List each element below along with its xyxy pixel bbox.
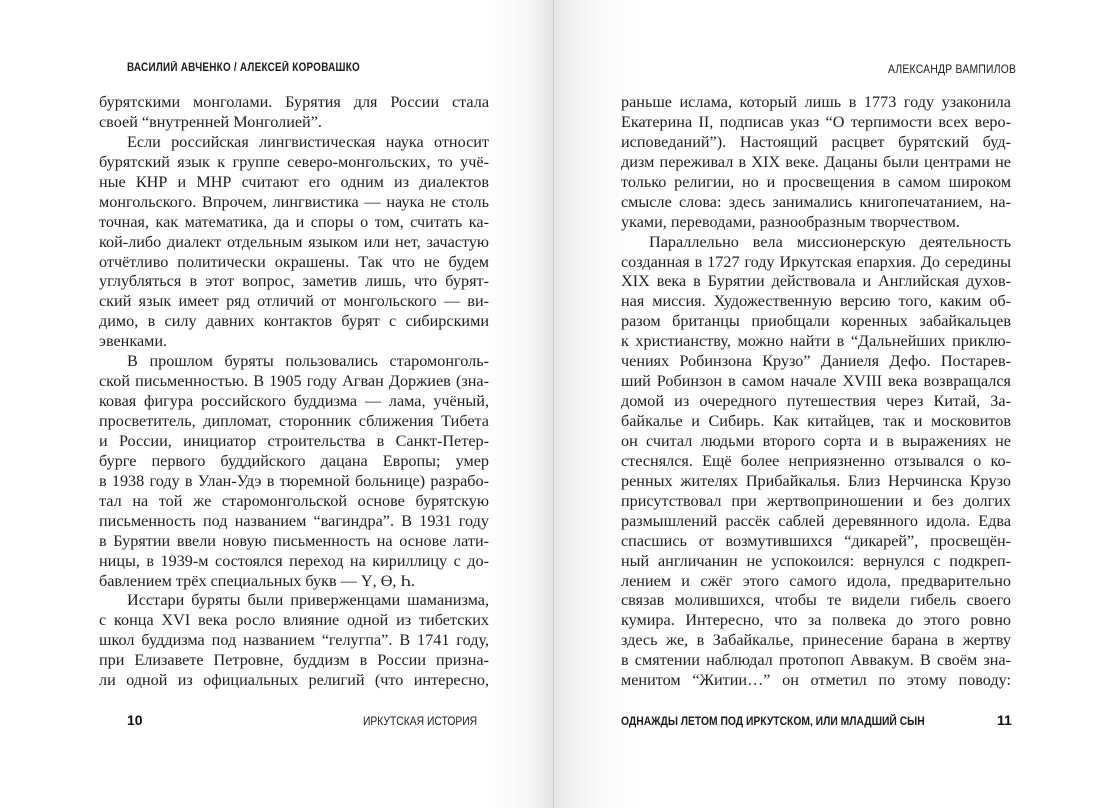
left-footer-title: ИРКУТСКАЯ ИСТОРИЯ — [363, 714, 478, 728]
text-line: только религии, но и просвещения в самом широком — [621, 172, 1011, 191]
text-line: размышлений рассёк саблей деревянного идола. Едва — [621, 511, 1011, 530]
text-line: бурятскими монголами. Бурятия для России стала — [99, 93, 489, 111]
text-line: школ буддизма под названием “гелугпа”. В 1741 году, — [99, 631, 489, 650]
text-line: точная, как математика, да и споры о том, считать ка- — [99, 212, 489, 231]
text-line: ный англичанин не успокоился: вернулся с подкреп- — [621, 551, 1011, 570]
text-line: спасшись от возмутившихся “дикарей”, просвещён- — [621, 531, 1011, 550]
right-running-head: АЛЕКСАНДР ВАМПИЛОВ — [888, 62, 1017, 76]
text-line: байкалье и Сибирь. Как китайцев, так и московитов — [621, 412, 1011, 430]
text-line: бурятский язык к группе северо-монгольских, то учё- — [99, 152, 489, 171]
text-line: здесь же, в Забайкалье, принесение барана в жертву — [621, 631, 1011, 650]
text-line: смысле слова: здесь занимались книгопечатанием, на- — [621, 192, 1011, 211]
text-line: кой-либо диалект отдельным языком или нет, зачастую — [99, 232, 489, 251]
text-line: лением и сжёг этого самого идола, предварительно — [621, 571, 1011, 590]
text-line: связав молившихся, чтобы те видели гибель своего — [621, 591, 1011, 610]
text-line: к христианству, можно найти в “Дальнейших приклю- — [621, 332, 1011, 351]
right-body-text — [621, 93, 1011, 691]
text-line: уками, переводами, разнообразным творчеством. — [621, 212, 960, 231]
text-line: чениях Робинзона Крузо” Даниеля Дефо. Постарев- — [621, 352, 1011, 371]
text-line: монгольского. Впрочем, лингвистика — наука не столь — [99, 192, 489, 211]
text-line: при Елизавете Петровне, буддизм в России призна- — [99, 651, 489, 670]
text-line: исповеданий”). Настоящий расцвет бурятский буд- — [621, 132, 1011, 151]
text-line: в 1938 году в Улан-Удэ в тюремной больнице) разрабо- — [99, 471, 489, 490]
text-line: присутствовал при жертвоприношении и без долгих — [621, 491, 1011, 510]
text-line: ской письменностью. В 1905 году Агван Доржиев (зна- — [99, 372, 489, 391]
text-line: ли одной из официальных религий (что интересно, — [99, 671, 489, 690]
text-line: бурге первого буддийского дацана Европы; умер — [99, 451, 489, 470]
text-line: ковая фигура российского буддизма — лама, учёный, — [99, 392, 489, 411]
text-line: созданная в 1727 году Иркутская епархия. До середины — [621, 252, 1011, 271]
text-line: димо, в силу давних контактов бурят с сибирскими — [99, 312, 489, 331]
text-line: В прошлом буряты пользовались старомонголь- — [127, 352, 489, 371]
text-line: раньше ислама, который лишь в 1773 году узаконила — [621, 93, 1011, 111]
text-line: XIX века в Бурятии действовала и Английская духов- — [621, 272, 1011, 291]
text-line: Параллельно вела миссионерскую деятельность — [649, 232, 1011, 251]
left-running-head: ВАСИЛИЙ АВЧЕНКО / АЛЕКСЕЙ КОРОВАШКО — [127, 62, 360, 74]
text-line: углубляться в этот вопрос, заметив лишь, что бурят- — [99, 272, 489, 291]
text-line: в Бурятии ввели новую письменность на основе лати- — [99, 531, 489, 550]
text-line: ский язык имеет ряд отличий от монгольского — ви- — [99, 292, 489, 311]
text-line: разом британцы приобщали коренных забайкальцев — [621, 312, 1011, 331]
text-line: эвенками. — [99, 332, 168, 351]
text-line: менитом “Житии…” он отметил по этому поводу: — [621, 671, 1011, 690]
text-line: ницы, в 1939-м состоялся переход на кириллицу с до- — [99, 551, 489, 570]
text-line: ренных жителях Прибайкалья. Близ Нерчинска Крузо — [621, 471, 1011, 490]
text-line: письменность под названием “вагиндра”. В 1931 году — [99, 511, 489, 530]
left-page — [0, 0, 553, 808]
right-page-number: 11 — [997, 712, 1012, 728]
left-page-number: 10 — [127, 712, 143, 728]
text-line: стеснялся. Ещё более неприязненно отзывался о ко- — [621, 451, 1011, 470]
text-line: кумира. Интересно, что за полвека до этого ровно — [621, 611, 1011, 630]
text-line: домой из очередного путешествия через Китай, За- — [621, 392, 1011, 411]
text-line: ные КНР и МНР считают его одним из диалектов — [99, 172, 489, 191]
left-body-text — [99, 93, 489, 691]
text-line: в смятении наблюдал протопоп Аввакум. В своём зна- — [621, 651, 1011, 670]
text-line: ная миссия. Художественную версию того, каким об- — [621, 292, 1011, 311]
text-line: дизм переживал в XIX веке. Дацаны были центрами не — [621, 152, 1011, 171]
right-footer-title: ОДНАЖДЫ ЛЕТОМ ПОД ИРКУТСКОМ, ИЛИ МЛАДШИЙ СЫН — [621, 714, 925, 728]
text-line: ший Робинзон в самом начале XVIII века возвращался — [621, 372, 1011, 391]
text-line: своей “внутренней Монголией”. — [99, 112, 322, 131]
text-line: бавлением трёх специальных букв — Ү, Ө, Һ. — [99, 571, 416, 590]
text-line: Исстари буряты были приверженцами шаманизма, — [127, 591, 489, 610]
text-line: тал на той же старомонгольской основе бурятскую — [99, 491, 489, 510]
text-line: Если российская лингвистическая наука относит — [127, 132, 489, 151]
text-line: просветитель, дипломат, сторонник сближения Тибета — [99, 412, 489, 430]
text-line: отчётливо политически окрашены. Так что не будем — [99, 252, 489, 271]
text-line: и России, инициатор строительства в Санкт-Петер- — [99, 431, 489, 450]
text-line: он считал людьми второго сорта и в выражениях не — [621, 431, 1011, 450]
text-line: Екатерина II, подписав указ “О терпимости всех веро- — [621, 112, 1011, 131]
text-line: с конца XVI века росло влияние одной из тибетских — [99, 611, 489, 630]
